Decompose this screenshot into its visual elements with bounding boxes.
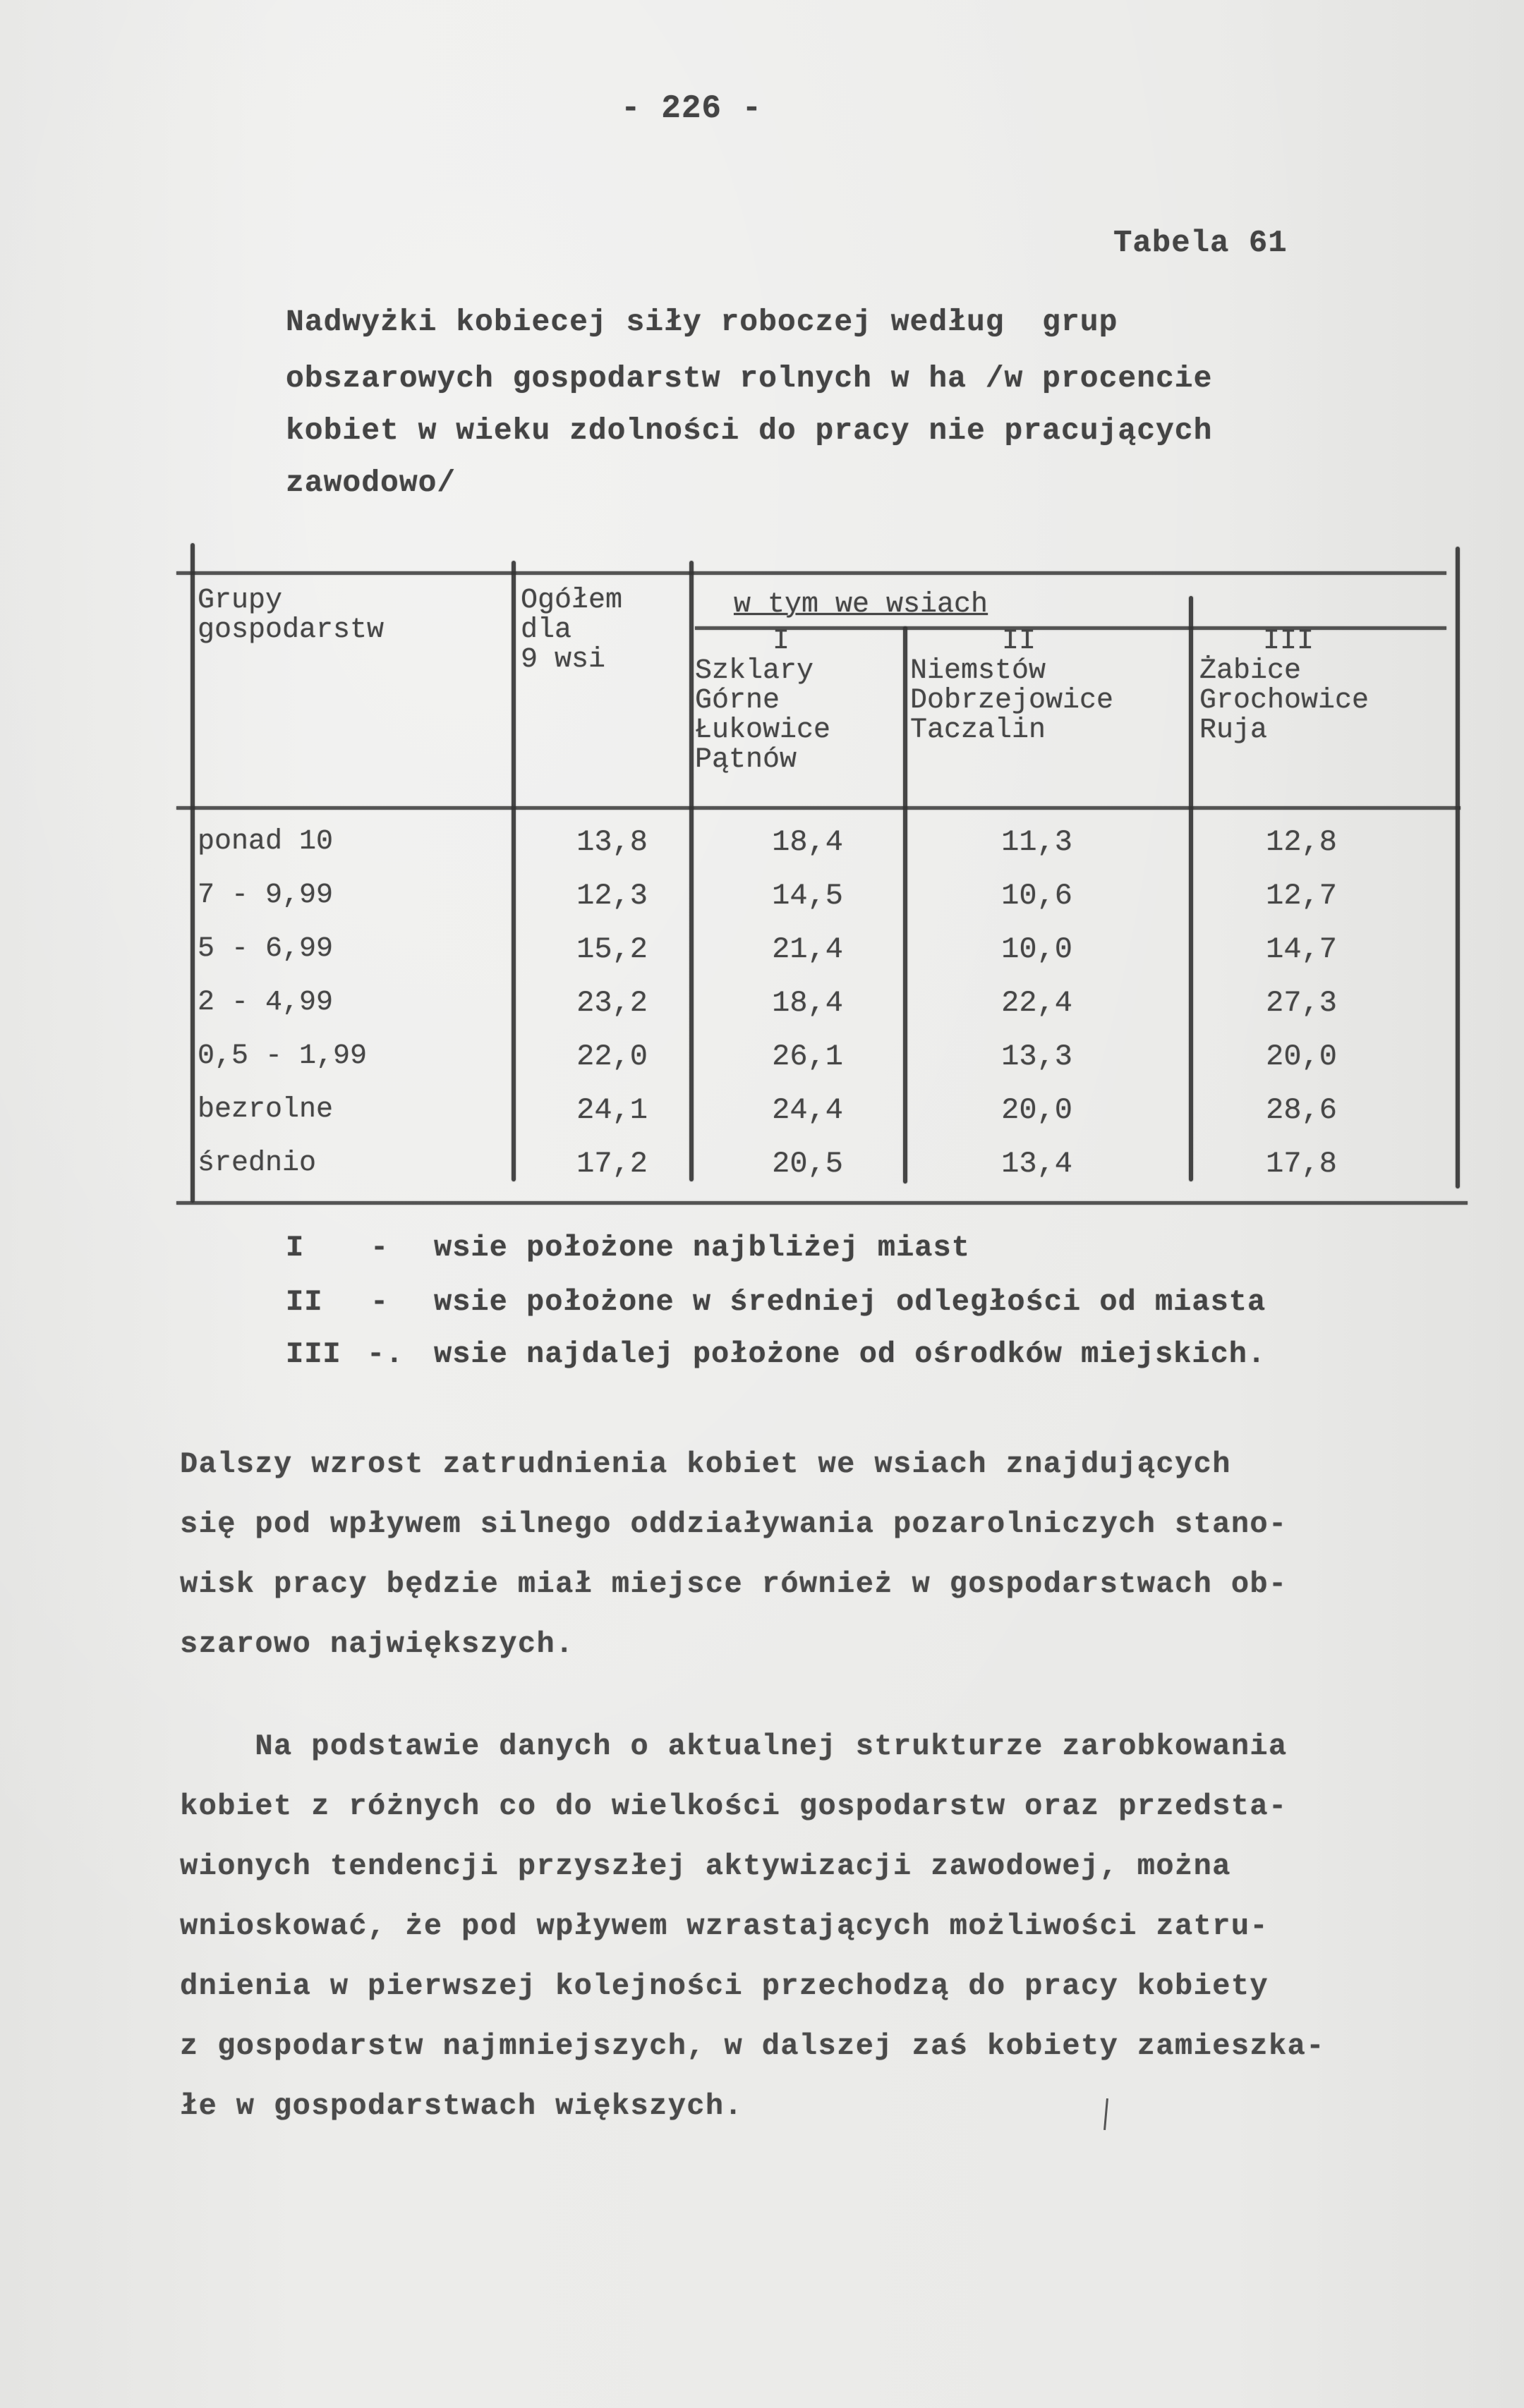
paragraph-line: wnioskować, że pod wpływem wzrastających możliwości zatru- — [180, 1909, 1269, 1943]
village-name: Pątnów — [695, 744, 797, 776]
village-name: Łukowice — [695, 715, 831, 746]
cell-group-I: 24,4 — [772, 1093, 843, 1127]
table-bottom-rule — [176, 1201, 1468, 1205]
village-name: Górne — [695, 685, 780, 717]
cell-group-II: 20,0 — [1001, 1093, 1072, 1127]
cell-group-III: 14,7 — [1266, 932, 1337, 966]
paragraph-line: z gospodarstw najmniejszych, w dalszej zaś kobiety zamieszka- — [180, 2029, 1325, 2063]
paragraph-line: kobiet z różnych co do wielkości gospodarstw oraz przedsta- — [180, 1789, 1288, 1823]
row-group: 2 - 4,99 — [198, 987, 334, 1018]
table-title-line: zawodowo/ — [286, 466, 456, 500]
village-name: Taczalin — [910, 715, 1046, 746]
cell-group-I: 18,4 — [772, 986, 843, 1020]
paragraph-line: wionych tendencji przyszłej aktywizacji zawodowej, można — [180, 1849, 1231, 1883]
village-name: Ruja — [1199, 715, 1268, 746]
cell-total: 23,2 — [576, 986, 648, 1020]
row-group: 7 - 9,99 — [198, 880, 334, 911]
cell-total: 22,0 — [576, 1040, 648, 1074]
cell-total: 13,8 — [576, 825, 648, 859]
header-villages-span: w tym we wsiach — [734, 589, 988, 621]
cell-group-I: 20,5 — [772, 1147, 843, 1181]
cell-total: 24,1 — [576, 1093, 648, 1127]
table-left-border — [190, 543, 195, 1203]
column-divider — [1189, 596, 1193, 1181]
cell-group-III: 17,8 — [1266, 1147, 1337, 1181]
footnote-text: wsie położone najbliżej miast — [434, 1231, 970, 1265]
cell-group-II: 10,0 — [1001, 932, 1072, 966]
footnote-dash: - — [370, 1285, 389, 1319]
table-top-rule — [176, 571, 1446, 575]
page-number: - 226 - — [621, 90, 763, 127]
paragraph-line: Na podstawie danych o aktualnej strukturze zarobkowania — [180, 1729, 1288, 1763]
footnote-dash: -. — [367, 1337, 404, 1371]
footnote-text: wsie najdalej położone od ośrodków miejskich. — [434, 1337, 1266, 1371]
cell-group-III: 12,8 — [1266, 825, 1337, 859]
footnote-key: II — [286, 1285, 323, 1319]
table-right-border — [1456, 547, 1460, 1188]
pen-mark — [1103, 2098, 1108, 2130]
cell-total: 15,2 — [576, 932, 648, 966]
column-divider — [512, 561, 516, 1181]
paragraph-line: szarowo największych. — [180, 1627, 574, 1661]
village-name: Szklary — [695, 655, 814, 687]
row-group: ponad 10 — [198, 826, 334, 858]
row-group: 0,5 - 1,99 — [198, 1040, 368, 1072]
table-title-line: Nadwyżki kobiecej siły roboczej według grup — [286, 305, 1118, 339]
cell-group-II: 13,3 — [1001, 1040, 1072, 1074]
table-title-line: kobiet w wieku zdolności do pracy nie pracujących — [286, 413, 1213, 448]
header-numeral-III: III — [1263, 626, 1314, 657]
cell-group-I: 21,4 — [772, 932, 843, 966]
table-title-line: obszarowych gospodarstw rolnych w ha /w procencie — [286, 361, 1213, 396]
row-group: 5 - 6,99 — [198, 933, 334, 965]
column-divider — [903, 626, 907, 1184]
header-numeral-I: I — [773, 626, 790, 657]
paragraph-line: łe w gospodarstwach większych. — [180, 2089, 744, 2123]
footnote-key: I — [286, 1231, 305, 1265]
header-body-rule — [176, 806, 1460, 810]
header-numeral-II: II — [1002, 626, 1036, 657]
village-name: Niemstów — [910, 655, 1046, 687]
paragraph-line: Dalszy wzrost zatrudnienia kobiet we wsiach znajdujących — [180, 1447, 1231, 1481]
header-total-line: dla — [521, 614, 572, 646]
paragraph-line: się pod wpływem silnego oddziaływania pozarolniczych stano- — [180, 1507, 1288, 1541]
cell-group-I: 14,5 — [772, 879, 843, 913]
cell-group-III: 12,7 — [1266, 879, 1337, 913]
row-group: średnio — [198, 1148, 317, 1179]
cell-group-II: 22,4 — [1001, 986, 1072, 1020]
cell-group-III: 27,3 — [1266, 986, 1337, 1020]
footnote-dash: - — [370, 1231, 389, 1265]
header-group-line: gospodarstw — [198, 614, 385, 646]
footnote-key: III — [286, 1337, 341, 1371]
cell-group-I: 18,4 — [772, 825, 843, 859]
header-subrule — [695, 626, 1446, 630]
village-name: Grochowice — [1199, 685, 1369, 717]
cell-total: 17,2 — [576, 1147, 648, 1181]
header-group-line: Grupy — [198, 585, 283, 616]
table-label: Tabela 61 — [1113, 226, 1288, 261]
paragraph-line: wisk pracy będzie miał miejsce również w gospodarstwach ob- — [180, 1567, 1288, 1601]
row-group: bezrolne — [198, 1094, 334, 1126]
cell-group-I: 26,1 — [772, 1040, 843, 1074]
paragraph-line: dnienia w pierwszej kolejności przechodzą do pracy kobiety — [180, 1969, 1269, 2003]
village-name: Dobrzejowice — [910, 685, 1114, 717]
header-total-line: 9 wsi — [521, 644, 606, 676]
cell-group-III: 28,6 — [1266, 1093, 1337, 1127]
footnote-text: wsie położone w średniej odległości od miasta — [434, 1285, 1266, 1319]
header-total-line: Ogółem — [521, 585, 623, 616]
cell-group-III: 20,0 — [1266, 1040, 1337, 1074]
cell-group-II: 11,3 — [1001, 825, 1072, 859]
column-divider — [689, 561, 694, 1181]
cell-group-II: 10,6 — [1001, 879, 1072, 913]
cell-total: 12,3 — [576, 879, 648, 913]
village-name: Żabice — [1199, 655, 1302, 687]
cell-group-II: 13,4 — [1001, 1147, 1072, 1181]
